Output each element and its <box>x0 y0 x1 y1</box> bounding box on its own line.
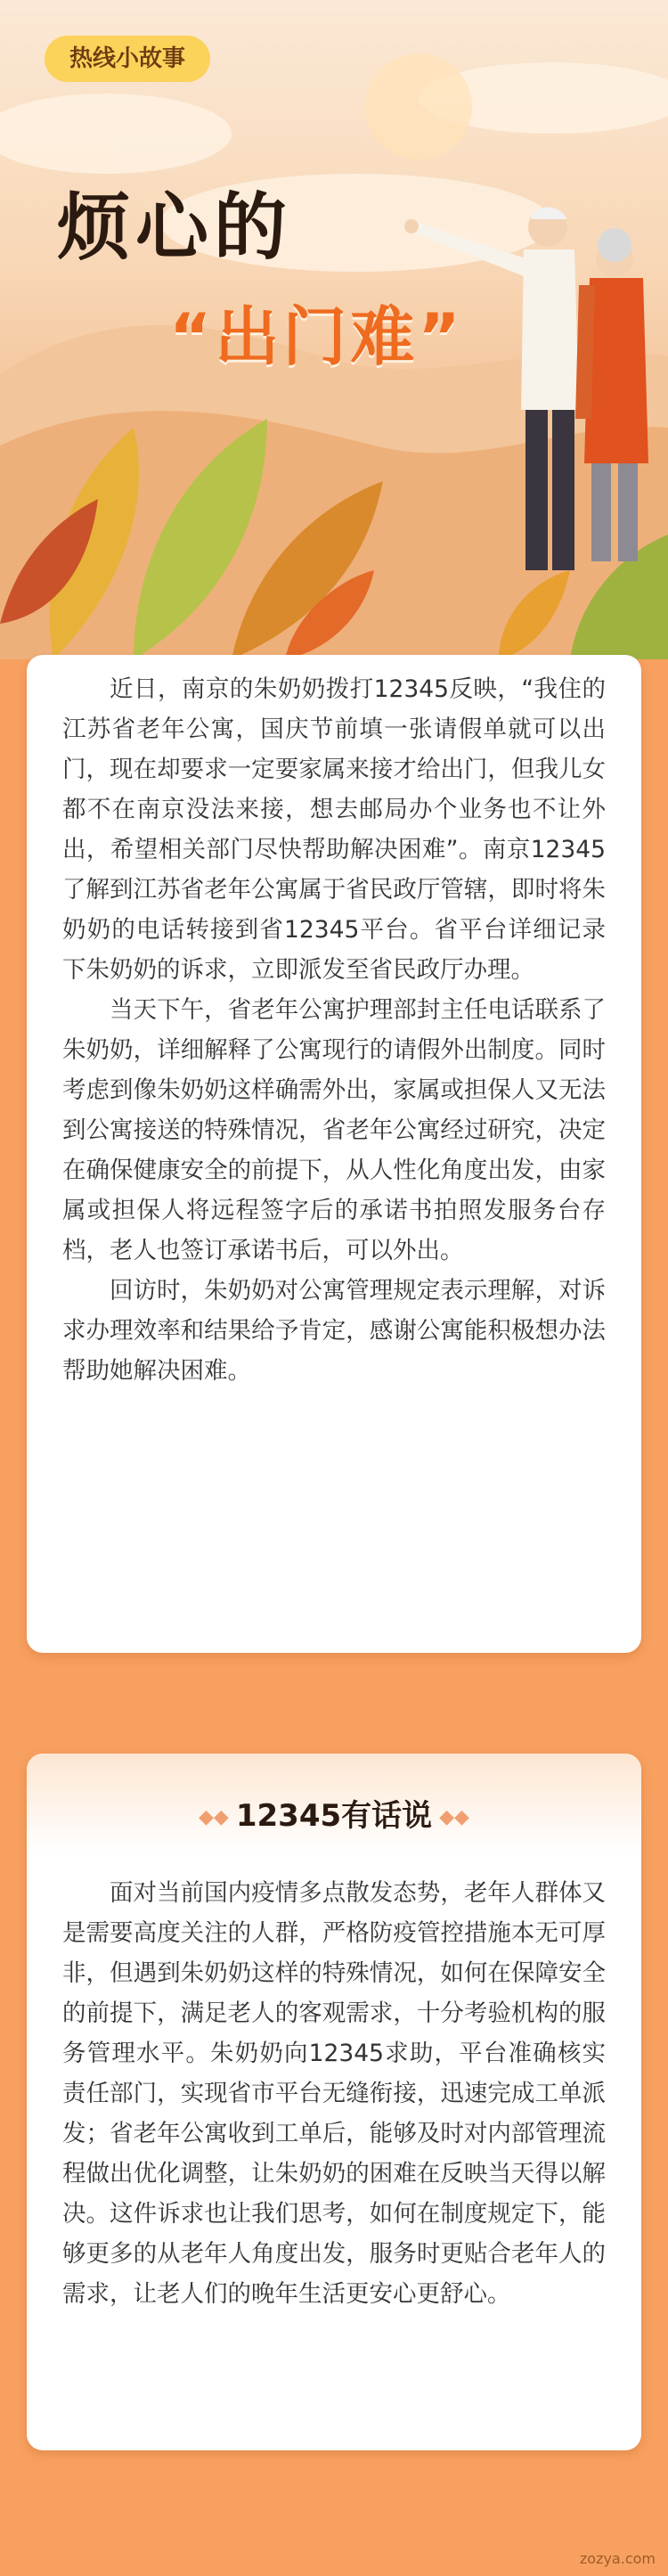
comment-paragraph: 面对当前国内疫情多点散发态势，老年人群体又是需要高度关注的人群，严格防疫管控措施本无可厚非，但遇到朱奶奶这样的特殊情况，如何在保障安全的前提下，满足老人的客观需求，十分考验机构的服务管理水平。朱奶奶向12345求助，平台准确核实责任部门，实现省市平台无缝衔接，迅速完成工单派发；省老年公寓收到工单后，能够及时对内部管理流程做出优化调整，让朱奶奶的困难在反映当天得以解决。这件诉求也让我们思考，如何在制度规定下，能够更多的从老年人角度出发，服务时更贴合老年人的需求，让老人们的晚年生活更安心更舒心。 <box>62 1879 606 2308</box>
comment-body <box>62 1873 606 2314</box>
hero-banner <box>0 0 668 659</box>
right-ornament-icon: ◆◆ <box>439 1806 469 1828</box>
left-ornament-icon: ◆◆ <box>199 1806 229 1828</box>
comment-title-text: 12345有话说 <box>235 1798 433 1834</box>
comment-card <box>27 1754 641 2450</box>
story-paragraph: 回访时，朱奶奶对公寓管理规定表示理解，对诉求办理效率和结果给予肯定，感谢公寓能积极想办法帮助她解决困难。 <box>62 1277 606 1385</box>
page-title: 烦心的 <box>57 184 293 270</box>
story-card <box>27 655 641 1653</box>
comment-title <box>27 1791 641 1835</box>
story-body <box>62 669 606 1391</box>
page-subtitle: “出门难” <box>169 299 464 374</box>
story-paragraph: 近日，南京的朱奶奶拨打12345反映，“我住的江苏省老年公寓，国庆节前填一张请假单就可以出门，现在却要求一定要家属来接才给出门，但我儿女都不在南京没法来接，想去邮局办个业务也不让外出，希望相关部门尽快帮助解决困难”。南京12345了解到江苏省老年公寓属于省民政厅管辖，即时将朱奶奶的电话转接到省12345平台。省平台详细记录下朱奶奶的诉求，立即派发至省民政厅办理。 <box>62 675 606 984</box>
story-tag: 热线小故事 <box>45 36 210 82</box>
watermark: zozya.com <box>579 2550 656 2567</box>
story-paragraph: 当天下午，省老年公寓护理部封主任电话联系了朱奶奶，详细解释了公寓现行的请假外出制度。同时考虑到像朱奶奶这样确需外出，家属或担保人又无法到公寓接送的特殊情况，省老年公寓经过研究，决定在确保健康安全的前提下，从人性化角度出发，由家属或担保人将远程签字后的承诺书拍照发服务台存档，老人也签订承诺书后，可以外出。 <box>62 996 606 1264</box>
